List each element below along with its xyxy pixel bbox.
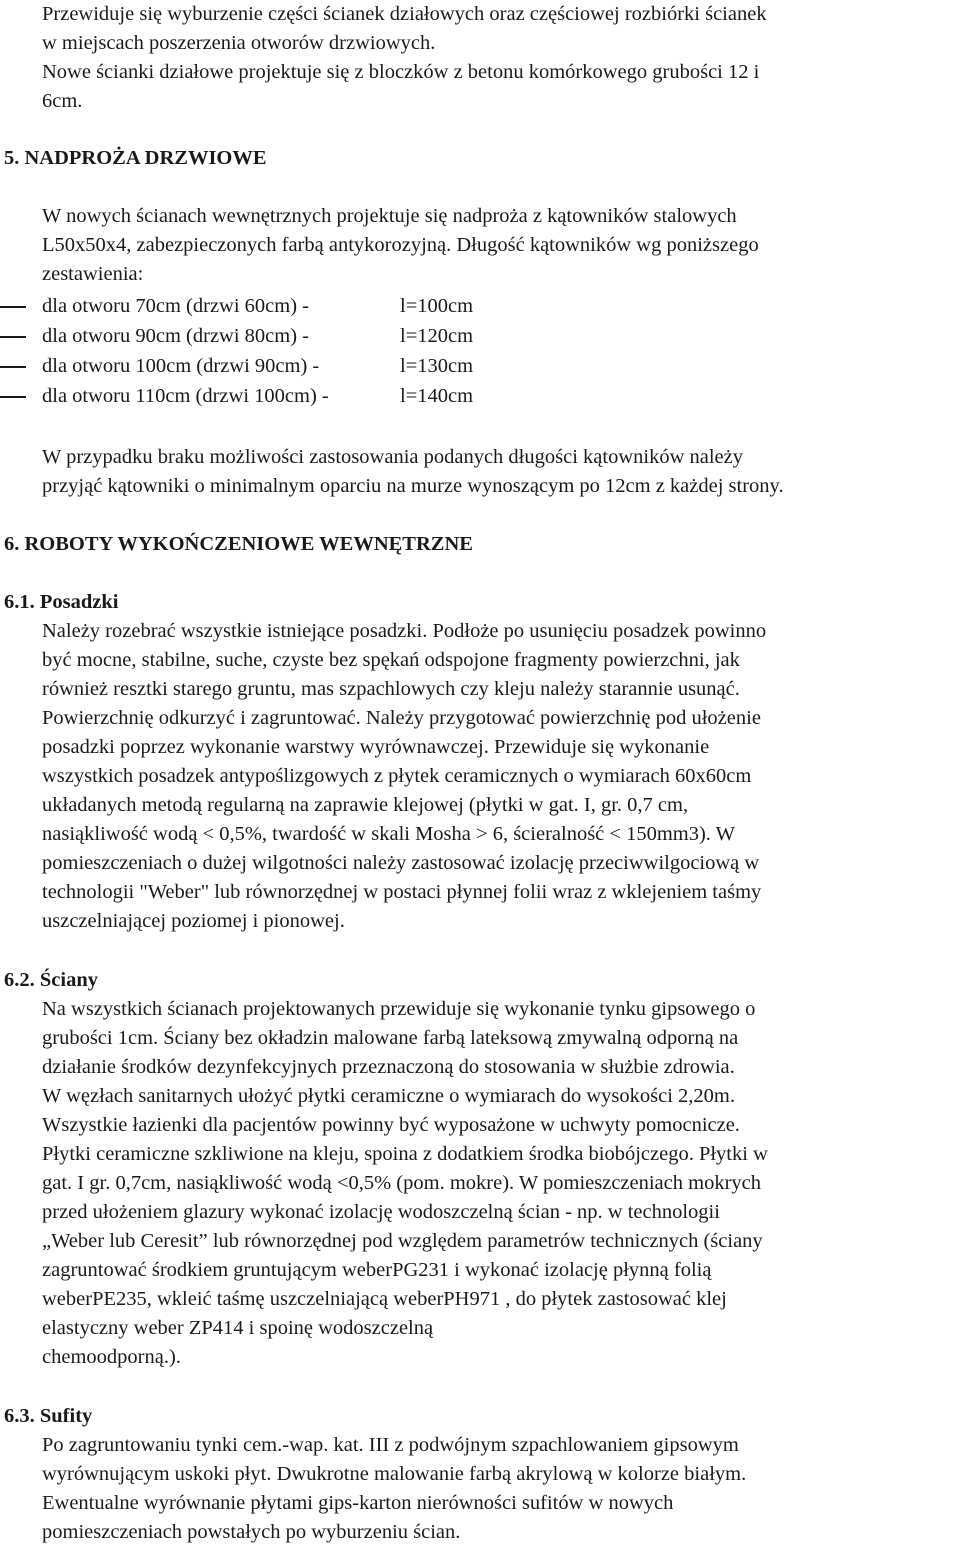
list-item-length: l=120cm (400, 325, 474, 347)
subsection-6-2-line: Na wszystkich ścianach projektowanych przewiduje się wykonanie tynku gipsowego o (42, 998, 756, 1020)
list-item-opening: dla otworu 90cm (drzwi 80cm) - (42, 325, 309, 347)
section-5-line: W nowych ścianach wewnętrznych projektuje się nadproża z kątowników stalowych (42, 205, 737, 227)
subsection-6-1-line: również resztki starego gruntu, mas szpachlowych czy kleju należy starannie usunąć. (42, 678, 740, 700)
list-item-length: l=100cm (400, 295, 474, 317)
section-5-note-line: W przypadku braku możliwości zastosowania podanych długości kątowników należy (42, 446, 743, 468)
dash-bullet (0, 366, 26, 368)
list-item-opening: dla otworu 70cm (drzwi 60cm) - (42, 295, 309, 317)
subsection-6-2-line: W węzłach sanitarnych ułożyć płytki ceramiczne o wymiarach do wysokości 2,20m. (42, 1085, 735, 1107)
list-item (42, 292, 473, 321)
subsection-6-3-heading: 6.3. Sufity (4, 1405, 93, 1427)
subsection-6-2-line: grubości 1cm. Ściany bez okładzin malowane farbą lateksową zmywalną odporną na (42, 1027, 739, 1049)
subsection-6-2-line: Wszystkie łazienki dla pacjentów powinny być wyposażone w uchwyty pomocnicze. (42, 1114, 740, 1136)
list-item (42, 322, 473, 351)
subsection-6-1-line: układanych metodą regularną na zaprawie klejowej (płytki w gat. I, gr. 0,7 cm, (42, 794, 689, 816)
subsection-6-2-line: „Weber lub Ceresit” lub równorzędnej pod względem parametrów technicznych (ściany (42, 1230, 763, 1252)
subsection-6-1-heading: 6.1. Posadzki (4, 591, 119, 613)
subsection-6-1-line: Powierzchnię odkurzyć i zagruntować. Należy przygotować powierzchnię pod ułożenie (42, 707, 761, 729)
subsection-6-3-line: Po zagruntowaniu tynki cem.-wap. kat. III z podwójnym szpachlowaniem gipsowym (42, 1434, 739, 1456)
section-5-heading: 5. NADPROŻA DRZWIOWE (4, 147, 267, 169)
dash-bullet (0, 306, 26, 308)
list-item (42, 382, 473, 411)
intro-line: w miejscach poszerzenia otworów drzwiowych. (42, 32, 436, 54)
subsection-6-2-heading: 6.2. Ściany (4, 969, 98, 991)
subsection-6-2-line: przed ułożeniem glazury wykonać izolację wodoszczelną ścian - np. w technologii (42, 1201, 720, 1223)
subsection-6-1-line: Należy rozebrać wszystkie istniejące posadzki. Podłoże po usunięciu posadzek powinno (42, 620, 767, 642)
section-5-line: zestawienia: (42, 263, 144, 285)
subsection-6-2-line: elastyczny weber ZP414 i spoinę wodoszczelną (42, 1317, 434, 1339)
subsection-6-2-line: działanie środków dezynfekcyjnych przeznaczoną do stosowania w służbie zdrowia. (42, 1056, 735, 1078)
intro-line: Nowe ścianki działowe projektuje się z bloczków z betonu komórkowego grubości 12 i (42, 61, 760, 83)
list-item (42, 352, 473, 381)
list-item-length: l=140cm (400, 385, 474, 407)
subsection-6-1-line: pomieszczeniach o dużej wilgotności należy zastosować izolację przeciwwilgociową w (42, 852, 760, 874)
subsection-6-3-line: wyrównującym uskoki płyt. Dwukrotne malowanie farbą akrylową w kolorze białym. (42, 1463, 747, 1485)
subsection-6-2-line: chemoodporną.). (42, 1346, 181, 1368)
subsection-6-2-line: weberPE235, wkleić taśmę uszczelniającą weberPH971 , do płytek zastosować klej (42, 1288, 727, 1310)
subsection-6-1-line: uszczelniającej poziomej i pionowej. (42, 910, 345, 932)
list-item-opening: dla otworu 110cm (drzwi 100cm) - (42, 385, 329, 407)
subsection-6-3-line: Ewentualne wyrównanie płytami gips-karton nierówności sufitów w nowych (42, 1492, 674, 1514)
intro-line: 6cm. (42, 90, 83, 112)
section-6-heading: 6. ROBOTY WYKOŃCZENIOWE WEWNĘTRZNE (4, 533, 473, 555)
subsection-6-1-line: wszystkich posadzek antypoślizgowych z płytek ceramicznych o wymiarach 60x60cm (42, 765, 752, 787)
subsection-6-2-line: gat. I gr. 0,7cm, nasiąkliwość wodą <0,5% (pom. mokre). W pomieszczeniach mokrych (42, 1172, 762, 1194)
dash-bullet (0, 336, 26, 338)
subsection-6-1-line: być mocne, stabilne, suche, czyste bez spękań odspojone fragmenty powierzchni, jak (42, 649, 740, 671)
subsection-6-1-line: posadzki poprzez wykonanie warstwy wyrównawczej. Przewiduje się wykonanie (42, 736, 710, 758)
subsection-6-1-line: technologii "Weber" lub równorzędnej w postaci płynnej folii wraz z wklejeniem taśmy (42, 881, 762, 903)
subsection-6-3-line: pomieszczeniach powstałych po wyburzeniu ścian. (42, 1521, 461, 1543)
section-5-line: L50x50x4, zabezpieczonych farbą antykorozyjną. Długość kątowników wg poniższego (42, 234, 759, 256)
subsection-6-1-line: nasiąkliwość wodą < 0,5%, twardość w skali Mosha > 6, ścieralność < 150mm3). W (42, 823, 736, 845)
list-item-length: l=130cm (400, 355, 474, 377)
subsection-6-2-line: zagruntować środkiem gruntującym weberPG231 i wykonać izolację płynną folią (42, 1259, 712, 1281)
dash-bullet (0, 396, 26, 398)
list-item-opening: dla otworu 100cm (drzwi 90cm) - (42, 355, 320, 377)
section-5-note-line: przyjąć kątowniki o minimalnym oparciu na murze wynoszącym po 12cm z każdej strony. (42, 475, 784, 497)
intro-line: Przewiduje się wyburzenie części ścianek działowych oraz częściowej rozbiórki ścianek (42, 3, 767, 25)
subsection-6-2-line: Płytki ceramiczne szkliwione na kleju, spoina z dodatkiem środka biobójczego. Płytki w (42, 1143, 768, 1165)
